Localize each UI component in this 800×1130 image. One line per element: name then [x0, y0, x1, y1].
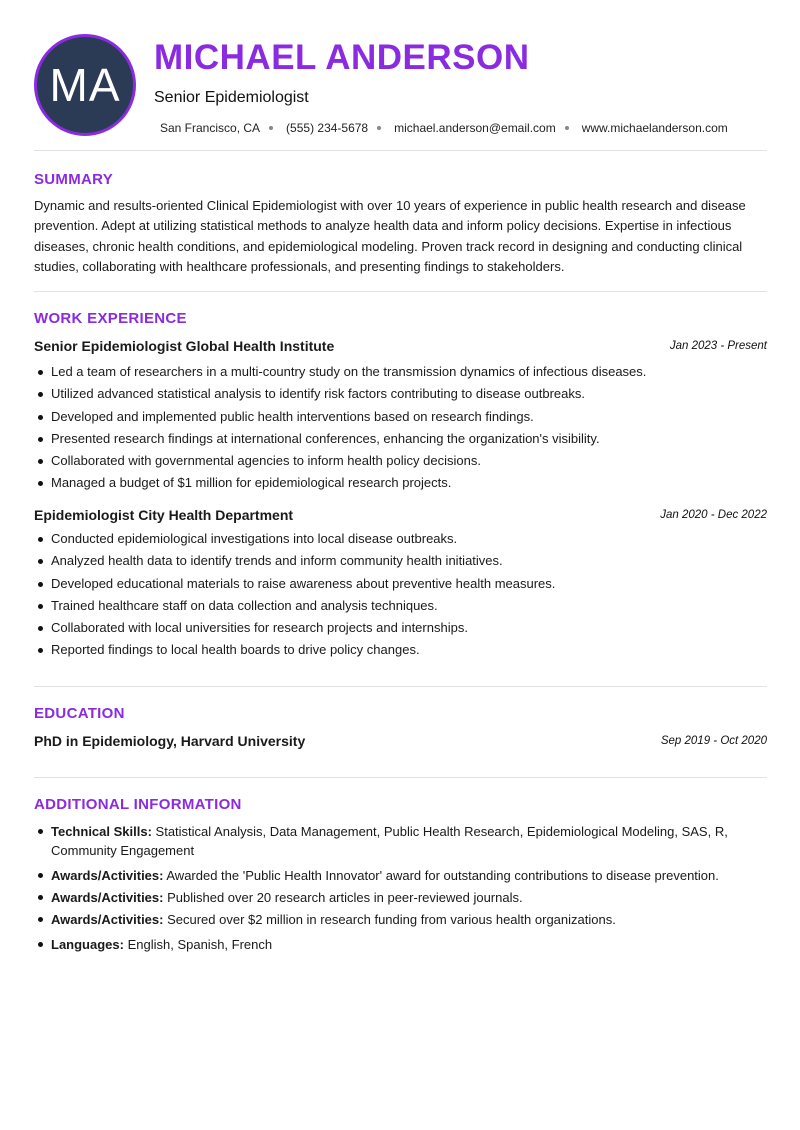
section-divider	[34, 686, 767, 687]
item-text: Published over 20 research articles in peer-reviewed journals.	[163, 890, 523, 905]
additional-list	[34, 822, 767, 954]
job-title: Epidemiologist City Health Department	[34, 507, 294, 523]
list-item: Conducted epidemiological investigations into local disease outbreaks.	[34, 531, 767, 547]
item-text: Statistical Analysis, Data Management, Public Health Research, Epidemiological Modeling, SAS, R, Community Engagement	[51, 824, 728, 858]
contact-line	[160, 121, 728, 135]
resume-header	[34, 34, 767, 138]
item-text: Awarded the 'Public Health Innovator' award for outstanding contributions to disease prevention.	[163, 868, 719, 883]
separator-dot	[565, 126, 569, 130]
candidate-title: Senior Epidemiologist	[154, 89, 309, 106]
contact-phone: (555) 234-5678	[286, 121, 369, 135]
item-text: English, Spanish, French	[123, 937, 273, 952]
contact-email[interactable]: michael.anderson@email.com	[394, 121, 556, 135]
candidate-name: MICHAEL ANDERSON	[154, 38, 530, 77]
avatar-initials: MA	[49, 59, 121, 111]
list-item: Presented research findings at international conferences, enhancing the organization's visibility.	[34, 431, 767, 447]
job-bullets	[34, 531, 767, 665]
job-bullets	[34, 364, 767, 498]
list-item: Collaborated with governmental agencies to inform health policy decisions.	[34, 453, 767, 469]
summary-text: Dynamic and results-oriented Clinical Epidemiologist with over 10 years of experience in public health research and disease prevention. Adept at utilizing statistical methods to analyze health data and inform policy decisions. Expertise in infectious diseases, chronic health conditions, and epidemiological modeling. Proven track record in designing and conducting clinical studies, collaborating with healthcare professionals, and presenting findings to stakeholders.	[34, 198, 746, 274]
list-item: Trained healthcare staff on data collection and analysis techniques.	[34, 598, 767, 614]
list-item	[34, 822, 767, 860]
item-label: Awards/Activities:	[51, 868, 164, 883]
section-divider	[34, 777, 767, 778]
list-item	[34, 866, 767, 885]
item-label: Awards/Activities:	[51, 912, 164, 927]
item-label: Awards/Activities:	[51, 890, 164, 905]
list-item: Utilized advanced statistical analysis to identify risk factors contributing to disease outbreaks.	[34, 386, 767, 402]
separator-dot	[377, 126, 381, 130]
list-item: Managed a budget of $1 million for epidemiological research projects.	[34, 475, 767, 491]
education-heading: EDUCATION	[34, 705, 125, 722]
avatar	[34, 34, 136, 136]
degree: PhD in Epidemiology, Harvard University	[34, 733, 306, 749]
job-title: Senior Epidemiologist Global Health Institute	[34, 338, 335, 354]
job-dates: Jan 2020 - Dec 2022	[660, 509, 767, 521]
list-item: Collaborated with local universities for research projects and internships.	[34, 620, 767, 636]
summary-heading: SUMMARY	[34, 171, 114, 188]
list-item	[34, 888, 767, 907]
list-item: Reported findings to local health boards to drive policy changes.	[34, 642, 767, 658]
list-item: Led a team of researchers in a multi-country study on the transmission dynamics of infectious diseases.	[34, 364, 767, 380]
section-divider	[34, 150, 767, 151]
item-label: Languages:	[51, 937, 124, 952]
contact-location: San Francisco, CA	[160, 121, 261, 135]
job-header	[34, 338, 767, 356]
list-item	[34, 910, 767, 929]
job-header	[34, 507, 767, 525]
education-dates: Sep 2019 - Oct 2020	[660, 735, 767, 747]
contact-website[interactable]: www.michaelanderson.com	[581, 121, 728, 135]
education-entry	[34, 733, 767, 751]
additional-heading: ADDITIONAL INFORMATION	[34, 796, 242, 813]
list-item: Developed and implemented public health interventions based on research findings.	[34, 409, 767, 425]
separator-dot	[269, 126, 273, 130]
list-item: Analyzed health data to identify trends and inform community health initiatives.	[34, 553, 767, 569]
item-text: Secured over $2 million in research funding from various health organizations.	[163, 912, 616, 927]
list-item: Developed educational materials to raise awareness about preventive health measures.	[34, 576, 767, 592]
job-dates: Jan 2023 - Present	[669, 340, 767, 352]
list-item	[34, 935, 767, 954]
section-divider	[34, 291, 767, 292]
item-label: Technical Skills:	[51, 824, 152, 839]
experience-heading: WORK EXPERIENCE	[34, 310, 187, 327]
